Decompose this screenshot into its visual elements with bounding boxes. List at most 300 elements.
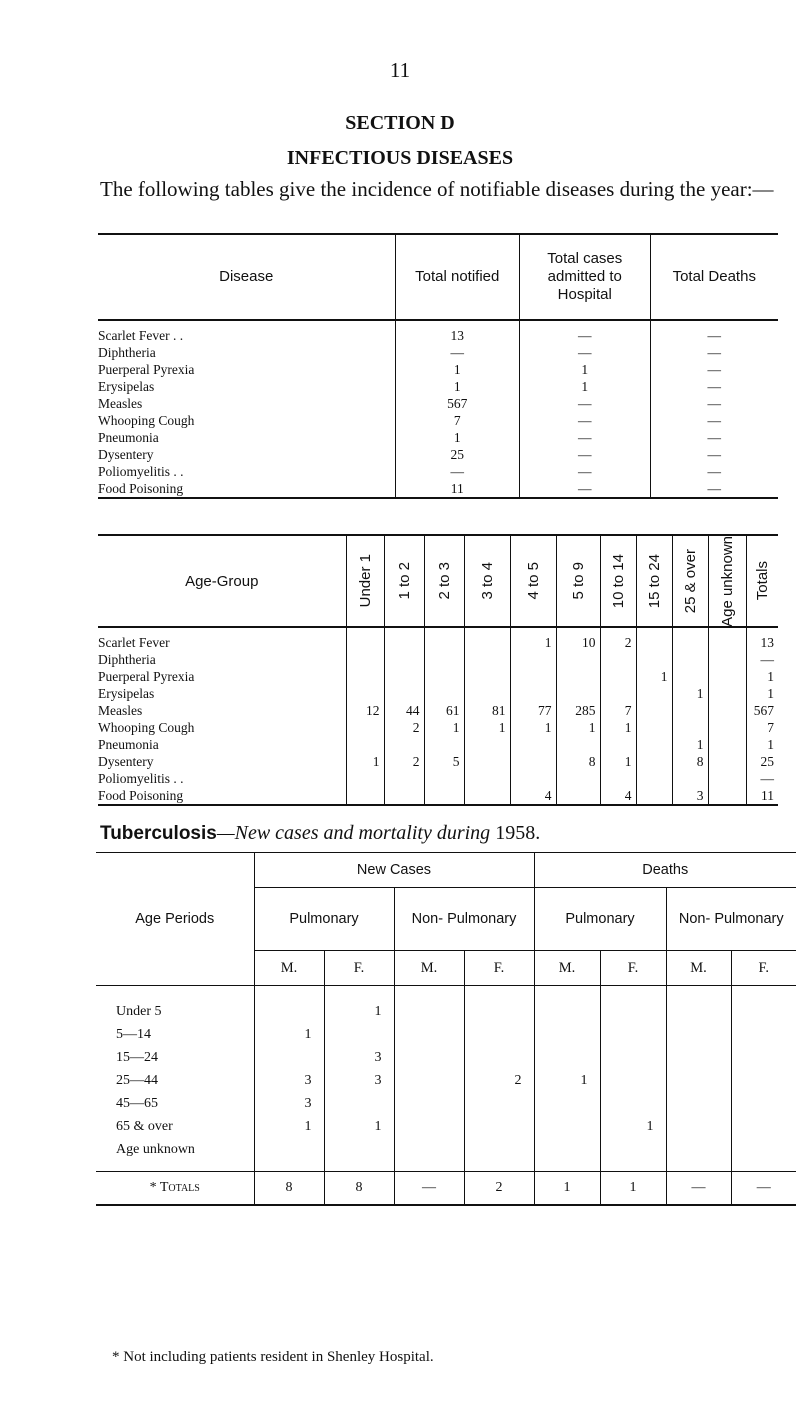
count-cell xyxy=(534,1046,600,1069)
count-cell xyxy=(464,986,534,1024)
table-row xyxy=(96,1046,796,1069)
count-cell: 81 xyxy=(464,702,510,719)
vertical-header-label: 15 to 24 xyxy=(645,553,663,609)
count-cell xyxy=(394,1046,464,1069)
count-cell xyxy=(666,1046,731,1069)
count-cell: 1 xyxy=(424,719,464,736)
count-cell xyxy=(666,1023,731,1046)
count-cell xyxy=(534,1138,600,1161)
vertical-header-wrap xyxy=(465,536,510,626)
row-label: Scarlet Fever xyxy=(98,635,170,650)
count-cell xyxy=(672,719,708,736)
count-cell xyxy=(556,770,600,787)
header-new-pulmonary: Pulmonary xyxy=(254,888,394,951)
group-header-deaths: Deaths xyxy=(534,853,796,888)
count-cell xyxy=(464,736,510,753)
count-cell xyxy=(394,1092,464,1115)
hospital-cell: 1 xyxy=(520,361,651,378)
deaths-cell: — xyxy=(650,395,778,412)
table-row xyxy=(98,787,778,805)
count-cell: 1 xyxy=(510,627,556,651)
table-row xyxy=(98,770,778,787)
count-cell: 7 xyxy=(600,702,636,719)
count-cell xyxy=(600,1092,666,1115)
count-cell xyxy=(254,1138,324,1161)
col-header-disease: Disease xyxy=(219,268,274,285)
table-row xyxy=(98,446,778,463)
count-cell: 4 xyxy=(510,787,556,805)
count-cell: — xyxy=(746,770,778,787)
age-period-label: 45—65 xyxy=(96,1092,254,1115)
tuberculosis-table xyxy=(96,852,796,1206)
header-f: F. xyxy=(324,951,394,986)
count-cell xyxy=(672,770,708,787)
count-cell: 1 xyxy=(324,986,394,1024)
disease-cell: Diphtheria xyxy=(98,345,156,360)
count-cell xyxy=(394,1115,464,1138)
total-cell: 8 xyxy=(324,1172,394,1206)
col-header-age xyxy=(384,535,424,627)
totals-row xyxy=(96,1172,796,1206)
count-cell xyxy=(666,1092,731,1115)
count-cell xyxy=(424,685,464,702)
col-header-age xyxy=(746,535,778,627)
count-cell xyxy=(600,1023,666,1046)
spacer-cell xyxy=(254,1161,324,1172)
deaths-cell: — xyxy=(650,429,778,446)
table-row xyxy=(98,651,778,668)
count-cell xyxy=(666,1138,731,1161)
notified-cell: — xyxy=(395,344,520,361)
count-cell xyxy=(556,736,600,753)
vertical-header-wrap xyxy=(557,536,600,626)
total-cell: 1 xyxy=(600,1172,666,1206)
count-cell: 3 xyxy=(324,1069,394,1092)
count-cell: 12 xyxy=(346,702,384,719)
row-label: Measles xyxy=(98,703,143,718)
count-cell xyxy=(464,1046,534,1069)
count-cell xyxy=(708,753,746,770)
count-cell: 1 xyxy=(534,1069,600,1092)
count-cell xyxy=(384,787,424,805)
hospital-cell: — xyxy=(520,446,651,463)
tuberculosis-title-italic: —New cases and mortality during xyxy=(216,822,491,844)
count-cell: 1 xyxy=(672,685,708,702)
disease-cell: Puerperal Pyrexia xyxy=(98,362,195,377)
notified-cell: 13 xyxy=(395,320,520,344)
hospital-cell: — xyxy=(520,344,651,361)
count-cell xyxy=(636,651,672,668)
vertical-header-wrap xyxy=(747,536,779,626)
notified-cell: 1 xyxy=(395,378,520,395)
count-cell xyxy=(731,1115,796,1138)
spacer-cell xyxy=(534,1161,600,1172)
count-cell xyxy=(510,685,556,702)
table-row xyxy=(98,429,778,446)
hospital-cell: — xyxy=(520,395,651,412)
row-label: Poliomyelitis . . xyxy=(98,771,184,786)
count-cell: 3 xyxy=(254,1092,324,1115)
table-row xyxy=(98,378,778,395)
count-cell xyxy=(464,1092,534,1115)
count-cell xyxy=(708,668,746,685)
table-row xyxy=(98,627,778,651)
spacer-cell xyxy=(394,1161,464,1172)
count-cell: 1 xyxy=(672,736,708,753)
table-row xyxy=(98,463,778,480)
count-cell xyxy=(346,668,384,685)
total-cell: 2 xyxy=(464,1172,534,1206)
table-row xyxy=(96,1069,796,1092)
count-cell: 44 xyxy=(384,702,424,719)
disease-cell: Scarlet Fever . . xyxy=(98,328,184,343)
count-cell: 2 xyxy=(600,627,636,651)
table-row xyxy=(98,480,778,498)
count-cell: 7 xyxy=(746,719,778,736)
count-cell xyxy=(556,685,600,702)
vertical-header-wrap xyxy=(425,536,464,626)
deaths-cell: — xyxy=(650,320,778,344)
total-cell: — xyxy=(394,1172,464,1206)
count-cell xyxy=(666,986,731,1024)
disease-cell: Dysentery xyxy=(98,447,154,462)
count-cell xyxy=(464,627,510,651)
col-header-age xyxy=(708,535,746,627)
count-cell xyxy=(672,702,708,719)
vertical-header-label: Under 1 xyxy=(356,554,374,608)
count-cell xyxy=(346,787,384,805)
age-period-label: 25—44 xyxy=(96,1069,254,1092)
count-cell: 1 xyxy=(746,668,778,685)
disease-cell: Food Poisoning xyxy=(98,481,184,496)
count-cell xyxy=(346,736,384,753)
totals-label: * Totals xyxy=(96,1172,254,1206)
count-cell xyxy=(384,770,424,787)
count-cell xyxy=(636,685,672,702)
deaths-cell: — xyxy=(650,463,778,480)
count-cell xyxy=(672,668,708,685)
total-cell: — xyxy=(731,1172,796,1206)
section-subtitle: INFECTIOUS DISEASES xyxy=(286,147,514,169)
disease-cell: Whooping Cough xyxy=(98,413,195,428)
count-cell xyxy=(600,685,636,702)
count-cell xyxy=(708,685,746,702)
count-cell xyxy=(464,1138,534,1161)
count-cell: 1 xyxy=(636,668,672,685)
total-cell: 8 xyxy=(254,1172,324,1206)
count-cell: 1 xyxy=(600,753,636,770)
count-cell: 25 xyxy=(746,753,778,770)
header-deaths-non-pulmonary: Non- Pulmonary xyxy=(666,888,796,951)
count-cell xyxy=(600,668,636,685)
count-cell xyxy=(534,1023,600,1046)
count-cell xyxy=(394,1069,464,1092)
vertical-header-wrap xyxy=(385,536,424,626)
count-cell xyxy=(600,1046,666,1069)
count-cell xyxy=(464,753,510,770)
count-cell xyxy=(464,770,510,787)
notified-cell: 7 xyxy=(395,412,520,429)
row-label: Diphtheria xyxy=(98,652,156,667)
count-cell: 1 xyxy=(254,1023,324,1046)
count-cell: 8 xyxy=(556,753,600,770)
table-row xyxy=(96,1138,796,1161)
header-m: M. xyxy=(394,951,464,986)
age-period-label: Under 5 xyxy=(96,986,254,1024)
table-row xyxy=(96,1023,796,1046)
count-cell xyxy=(600,736,636,753)
footnote: * Not including patients resident in Shenley Hospital. xyxy=(112,1349,434,1365)
col-header-total-notified: Total notified xyxy=(395,234,520,320)
count-cell: 1 xyxy=(600,1115,666,1138)
count-cell xyxy=(346,770,384,787)
vertical-header-label: Totals xyxy=(753,561,771,601)
table-row xyxy=(98,320,778,344)
col-header-age xyxy=(346,535,384,627)
header-deaths-pulmonary: Pulmonary xyxy=(534,888,666,951)
count-cell xyxy=(636,719,672,736)
count-cell xyxy=(708,651,746,668)
col-header-age xyxy=(510,535,556,627)
count-cell xyxy=(666,1115,731,1138)
count-cell: 285 xyxy=(556,702,600,719)
count-cell xyxy=(600,1069,666,1092)
count-cell xyxy=(731,1138,796,1161)
count-cell: 3 xyxy=(324,1046,394,1069)
col-header-age xyxy=(636,535,672,627)
vertical-header-label: 2 to 3 xyxy=(435,562,453,600)
count-cell: 5 xyxy=(424,753,464,770)
notified-cell: — xyxy=(395,463,520,480)
notifiable-diseases-table xyxy=(98,233,778,499)
count-cell xyxy=(636,736,672,753)
count-cell xyxy=(600,1138,666,1161)
group-header-new-cases: New Cases xyxy=(254,853,534,888)
intro-paragraph: The following tables give the incidence of notifiable diseases during the year:— xyxy=(100,177,774,201)
page-number: 11 xyxy=(389,58,411,82)
count-cell xyxy=(672,651,708,668)
count-cell xyxy=(636,627,672,651)
deaths-cell: — xyxy=(650,344,778,361)
count-cell xyxy=(731,1069,796,1092)
spacer-cell xyxy=(96,1161,254,1172)
row-label: Pneumonia xyxy=(98,737,159,752)
count-cell xyxy=(672,627,708,651)
hospital-cell: 1 xyxy=(520,378,651,395)
count-cell xyxy=(731,1023,796,1046)
count-cell xyxy=(600,651,636,668)
disease-cell: Pneumonia xyxy=(98,430,159,445)
row-label: Dysentery xyxy=(98,754,154,769)
count-cell xyxy=(464,668,510,685)
hospital-cell: — xyxy=(520,429,651,446)
count-cell: 1 xyxy=(464,719,510,736)
count-cell xyxy=(510,651,556,668)
col-header-age xyxy=(424,535,464,627)
count-cell: 1 xyxy=(746,685,778,702)
col-header-age xyxy=(464,535,510,627)
count-cell xyxy=(384,736,424,753)
vertical-header-wrap xyxy=(511,536,556,626)
total-cell: — xyxy=(666,1172,731,1206)
table-row xyxy=(98,736,778,753)
disease-cell: Measles xyxy=(98,396,143,411)
tuberculosis-title-bold: Tuberculosis xyxy=(100,823,217,844)
vertical-header-wrap xyxy=(347,536,384,626)
deaths-cell: — xyxy=(650,480,778,498)
col-header-admitted-hospital: Total cases admitted to Hospital xyxy=(520,234,651,320)
hospital-cell: — xyxy=(520,480,651,498)
count-cell: 11 xyxy=(746,787,778,805)
count-cell xyxy=(424,770,464,787)
count-cell xyxy=(534,1115,600,1138)
table-row xyxy=(98,395,778,412)
notified-cell: 11 xyxy=(395,480,520,498)
count-cell: 4 xyxy=(600,787,636,805)
count-cell xyxy=(510,753,556,770)
count-cell xyxy=(510,668,556,685)
count-cell xyxy=(708,736,746,753)
col-header-age-group: Age-Group xyxy=(185,572,259,590)
count-cell xyxy=(556,787,600,805)
count-cell: 1 xyxy=(600,719,636,736)
count-cell xyxy=(708,702,746,719)
count-cell: 13 xyxy=(746,627,778,651)
spacer-cell xyxy=(666,1161,731,1172)
hospital-cell: — xyxy=(520,320,651,344)
header-f: F. xyxy=(600,951,666,986)
count-cell: 1 xyxy=(324,1115,394,1138)
count-cell xyxy=(731,1046,796,1069)
count-cell xyxy=(254,986,324,1024)
table-row xyxy=(98,753,778,770)
table-row xyxy=(96,986,796,1024)
count-cell: 2 xyxy=(384,719,424,736)
deaths-cell: — xyxy=(650,446,778,463)
count-cell xyxy=(324,1138,394,1161)
table-row xyxy=(98,685,778,702)
row-label: Whooping Cough xyxy=(98,720,195,735)
notified-cell: 1 xyxy=(395,429,520,446)
hospital-cell: — xyxy=(520,412,651,429)
count-cell xyxy=(600,986,666,1024)
count-cell xyxy=(464,651,510,668)
count-cell xyxy=(708,627,746,651)
disease-cell: Poliomyelitis . . xyxy=(98,464,184,479)
count-cell xyxy=(384,668,424,685)
table-row xyxy=(96,1092,796,1115)
spacer-cell xyxy=(324,1161,394,1172)
count-cell: 61 xyxy=(424,702,464,719)
count-cell xyxy=(708,787,746,805)
col-header-age-periods: Age Periods xyxy=(96,853,254,986)
spacer-cell xyxy=(600,1161,666,1172)
section-title: SECTION D xyxy=(345,112,455,134)
deaths-cell: — xyxy=(650,378,778,395)
age-group-table xyxy=(98,534,778,806)
count-cell xyxy=(346,719,384,736)
count-cell xyxy=(424,627,464,651)
header-f: F. xyxy=(464,951,534,986)
hospital-cell: — xyxy=(520,463,651,480)
count-cell xyxy=(424,787,464,805)
count-cell xyxy=(636,702,672,719)
count-cell: 8 xyxy=(672,753,708,770)
count-cell xyxy=(464,787,510,805)
count-cell xyxy=(384,651,424,668)
vertical-header-label: 4 to 5 xyxy=(524,562,542,600)
vertical-header-wrap xyxy=(637,536,672,626)
notified-cell: 567 xyxy=(395,395,520,412)
count-cell: 1 xyxy=(510,719,556,736)
count-cell: 2 xyxy=(464,1069,534,1092)
table-row xyxy=(96,1115,796,1138)
count-cell xyxy=(424,651,464,668)
table-row xyxy=(98,412,778,429)
vertical-header-label: 5 to 9 xyxy=(569,562,587,600)
row-label: Puerperal Pyrexia xyxy=(98,669,195,684)
vertical-header-label: 1 to 2 xyxy=(395,562,413,600)
spacer-cell xyxy=(464,1161,534,1172)
count-cell xyxy=(636,770,672,787)
vertical-header-label: 3 to 4 xyxy=(478,562,496,600)
age-period-label: 5—14 xyxy=(96,1023,254,1046)
vertical-header-label: Age unknown xyxy=(718,535,736,627)
count-cell xyxy=(636,787,672,805)
count-cell xyxy=(534,1092,600,1115)
count-cell xyxy=(424,668,464,685)
vertical-header-label: 10 to 14 xyxy=(609,553,627,609)
age-period-label: 65 & over xyxy=(96,1115,254,1138)
count-cell xyxy=(731,986,796,1024)
deaths-cell: — xyxy=(650,361,778,378)
count-cell xyxy=(346,685,384,702)
count-cell: 3 xyxy=(672,787,708,805)
count-cell xyxy=(324,1023,394,1046)
count-cell xyxy=(600,770,636,787)
count-cell xyxy=(464,685,510,702)
count-cell xyxy=(254,1046,324,1069)
count-cell xyxy=(731,1092,796,1115)
spacer-cell xyxy=(731,1161,796,1172)
count-cell xyxy=(346,627,384,651)
deaths-cell: — xyxy=(650,412,778,429)
count-cell xyxy=(510,770,556,787)
vertical-header-label: 25 & over xyxy=(681,548,699,614)
table-row xyxy=(98,719,778,736)
count-cell: 1 xyxy=(254,1115,324,1138)
age-period-label: Age unknown xyxy=(96,1138,254,1161)
vertical-header-wrap xyxy=(601,536,636,626)
count-cell: 567 xyxy=(746,702,778,719)
count-cell xyxy=(394,986,464,1024)
table-row xyxy=(98,702,778,719)
count-cell xyxy=(708,770,746,787)
count-cell xyxy=(384,627,424,651)
count-cell xyxy=(384,685,424,702)
disease-cell: Erysipelas xyxy=(98,379,155,394)
table-row xyxy=(98,668,778,685)
count-cell: 77 xyxy=(510,702,556,719)
count-cell xyxy=(510,736,556,753)
count-cell xyxy=(666,1069,731,1092)
col-header-age xyxy=(600,535,636,627)
col-header-age xyxy=(672,535,708,627)
count-cell xyxy=(556,651,600,668)
count-cell xyxy=(464,1023,534,1046)
count-cell xyxy=(324,1092,394,1115)
count-cell: 1 xyxy=(556,719,600,736)
